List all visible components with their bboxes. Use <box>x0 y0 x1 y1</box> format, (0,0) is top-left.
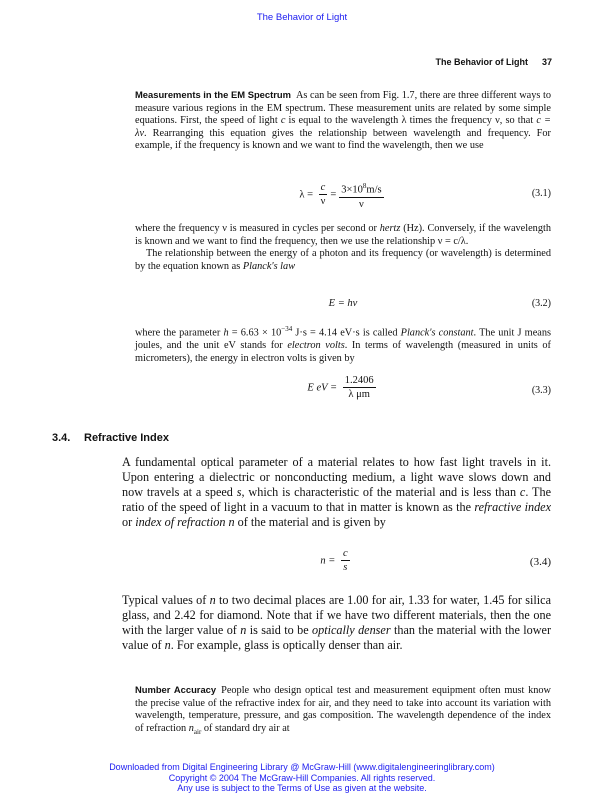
number-accuracy-heading: Number Accuracy <box>135 684 217 695</box>
fraction <box>341 548 350 574</box>
var-s: s <box>236 485 242 499</box>
term-planck-constant: Planck's constant <box>400 327 474 339</box>
num-unit: m/s <box>366 184 382 196</box>
var-c: c <box>519 485 526 499</box>
frac-num: c <box>320 182 326 194</box>
fraction <box>339 180 383 211</box>
text-run: . Rearranging this equation gives the relationship between wavelength and frequency. For example, if the frequency is known and we want to find the wavelength, then we use <box>135 127 551 152</box>
text-run: of standard dry air at <box>201 722 290 734</box>
running-head-title: The Behavior of Light <box>435 57 528 67</box>
equation-body <box>135 298 551 309</box>
frac-den: ν <box>359 198 364 210</box>
var-c: c <box>280 115 286 127</box>
var-n: n <box>240 623 247 637</box>
term-planck-law: Planck's law <box>242 260 296 272</box>
frequency-paragraph <box>135 223 551 273</box>
inline-equation: c = λν <box>135 115 552 139</box>
term-electron-volts: electron volts <box>287 340 345 352</box>
term-hertz: hertz <box>379 223 401 234</box>
equation-number: (3.3) <box>531 385 551 396</box>
footer <box>0 762 604 794</box>
text-run: . In terms of wavelength (measured in units of micrometers), the energy in electron volts is given by <box>135 340 551 364</box>
exponent: −34 <box>281 325 293 333</box>
frac-num: c <box>342 548 348 559</box>
measurements-paragraph <box>135 89 551 153</box>
footer-download-link[interactable]: Downloaded from Digital Engineering Library @ McGraw-Hill (www.digitalengineeringlibrary.com) <box>109 762 495 772</box>
equation-number: (3.2) <box>531 298 551 309</box>
equation-number: (3.4) <box>529 556 551 568</box>
frac-num <box>339 180 383 198</box>
text-run: or <box>122 515 136 529</box>
equation-number: (3.1) <box>531 188 551 199</box>
running-head <box>435 57 552 67</box>
term-index-of-refraction: index of refraction n <box>135 515 235 529</box>
equation-body <box>135 180 551 211</box>
footer-copyright: Copyright © 2004 The McGraw-Hill Companies. All rights reserved. <box>168 772 436 783</box>
equation-3-3 <box>135 375 551 405</box>
text-run: to two decimal places are 1.00 for air, 1.33 for water, 1.45 for silica glass, and 2.42 for diamond. Note that if we have two different materials, then the one with the larger value of <box>122 593 551 637</box>
term-refractive-index: refractive index <box>474 500 551 514</box>
section-number: 3.4. <box>52 432 71 444</box>
text-run: than the material with the lower value of <box>122 623 552 652</box>
text-run: = 6.63 × 10 <box>228 327 282 339</box>
eq-text: E = hν <box>328 298 358 309</box>
equals: = <box>330 189 337 201</box>
text-run: of the material and is given by <box>234 515 386 529</box>
var-n: n <box>209 593 216 607</box>
text-run: J·s = 4.14 eV·s is called <box>292 327 401 339</box>
term-optically-denser: optically denser <box>312 623 391 637</box>
text-run: , which is characteristic of the material and is less than <box>241 485 520 499</box>
equation-3-4 <box>122 548 551 578</box>
eq-lhs: λ = <box>299 189 316 201</box>
text-run: People who design optical test and measurement equipment often must know the precise value of the refractive index for air, and they need to take into account its variation with wavelength, temperature, pressure, and gas composition. The wavelength dependence of the index of refraction <box>135 685 551 734</box>
page-number: 37 <box>541 57 552 67</box>
num-main: 3×10 <box>341 184 363 196</box>
text-run: The relationship between the energy of a photon and its frequency (or wavelength) is determined by the equation known as <box>135 248 551 272</box>
fraction <box>343 375 376 401</box>
var-n: n <box>164 638 171 652</box>
section-heading <box>52 432 169 444</box>
footer-terms: Any use is subject to the Terms of Use as given at the website. <box>177 783 427 793</box>
equation-body <box>135 375 551 401</box>
text-run: . For example, glass is optically denser than air. <box>170 638 403 652</box>
number-accuracy-paragraph <box>135 684 551 738</box>
frac-den: ν <box>320 196 326 208</box>
planck-constant-paragraph <box>135 323 551 365</box>
frac-den: s <box>343 562 348 573</box>
text-run: As can be seen from Fig. 1.7, there are three different ways to measure various regions in the EM spectrum. These measurement units are related by some simple equations. First, the speed of light <box>135 90 551 127</box>
equation-3-1 <box>135 180 551 210</box>
text-run: A fundamental optical parameter of a material relates to how fast light travels in it. Upon entering a dielectric or nonconducting medium, a light wave slows down and now travels at a speed <box>122 455 551 499</box>
frac-num: 1.2406 <box>344 375 374 386</box>
fraction <box>319 182 328 208</box>
eq-lhs: E eV = <box>307 382 340 394</box>
frac-den: λ μm <box>348 389 370 400</box>
watermark-title: The Behavior of Light <box>256 12 348 23</box>
equation-body <box>122 548 551 574</box>
measurements-heading: Measurements in the EM Spectrum <box>135 89 291 100</box>
text-run: is equal to the wavelength λ times the frequency ν, so that <box>285 115 537 127</box>
text-run: where the frequency ν is measured in cycles per second or <box>135 223 380 234</box>
var-h: h <box>223 327 229 339</box>
text-run: . The ratio of the speed of light in a vacuum to that in matter is known as the <box>122 485 551 514</box>
text-run: Typical values of <box>122 593 210 607</box>
num-exp: 8 <box>362 182 367 190</box>
var-n: n <box>188 722 194 734</box>
refractive-paragraph-2 <box>122 593 551 653</box>
eq-lhs: n = <box>320 555 338 567</box>
text-run: where the parameter <box>135 327 224 339</box>
text-run: (Hz). Conversely, if the wavelength is known and we want to find the frequency, then we use the relationship ν = c/λ. <box>135 223 551 247</box>
text-run: is said to be <box>246 623 313 637</box>
section-title: Refractive Index <box>84 432 169 444</box>
text-run: . The unit J means joules, and the unit eV stands for <box>135 327 551 352</box>
subscript-air: air <box>193 727 202 736</box>
equation-3-2 <box>135 298 551 314</box>
refractive-paragraph-1 <box>122 455 551 530</box>
